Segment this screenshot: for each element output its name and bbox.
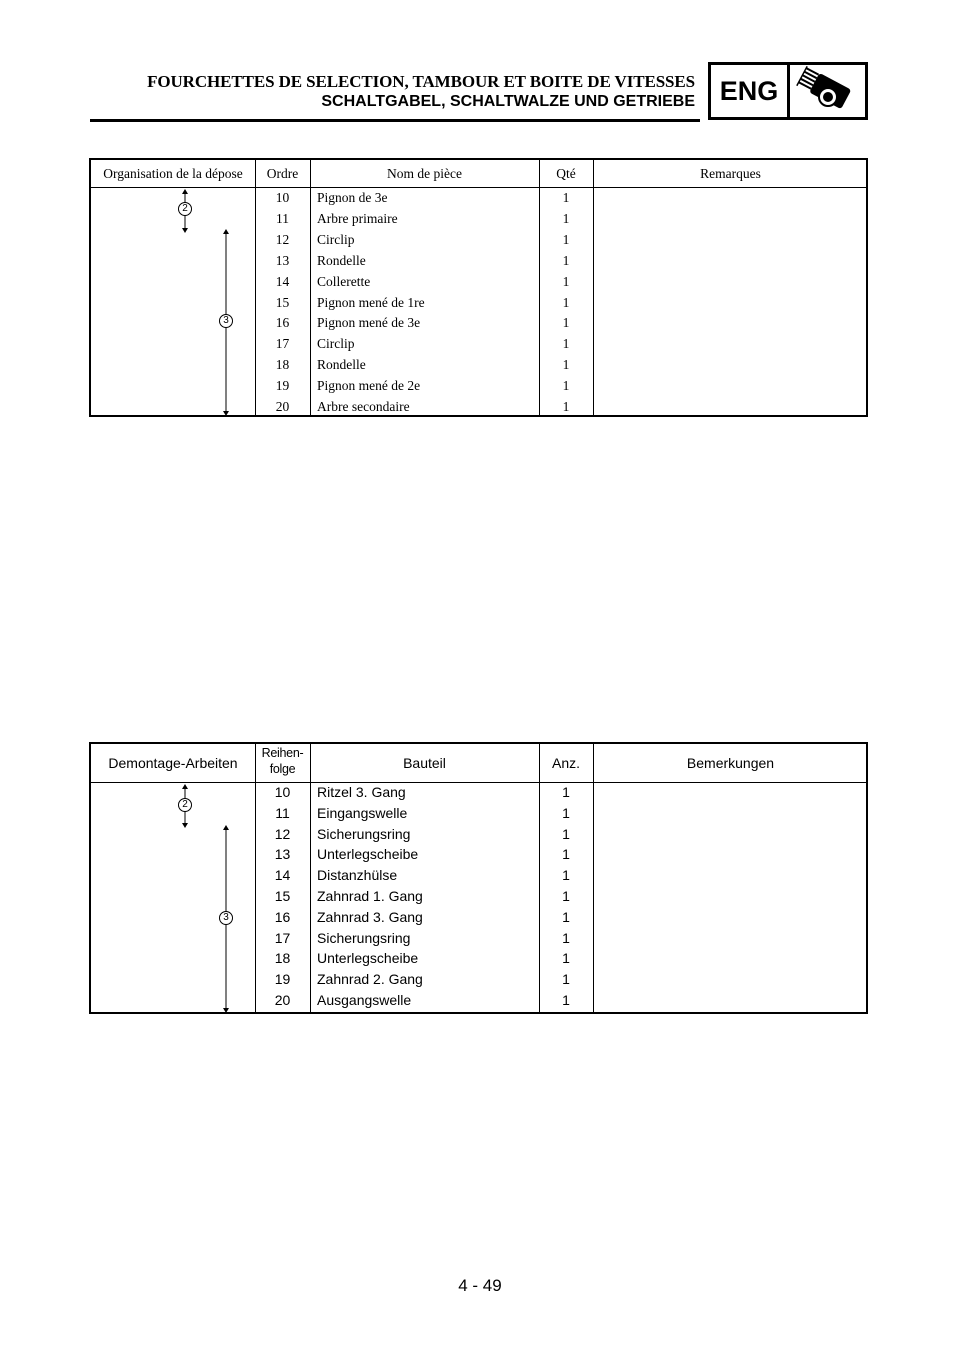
header-title-de: SCHALTGABEL, SCHALTWALZE UND GETRIEBE [321, 93, 695, 110]
row-order: 16 [275, 315, 290, 331]
row-order: 12 [275, 231, 290, 247]
group-marker-2: 2 [178, 202, 192, 216]
col-header-nom: Nom de pièce [387, 166, 462, 181]
col-header-qte: Qté [556, 166, 576, 181]
row-part-name: Arbre secondaire [317, 399, 410, 414]
row-quantity: 1 [562, 273, 570, 289]
row-part-name: Ausgangswelle [317, 992, 412, 1008]
row-quantity: 1 [562, 294, 570, 310]
row-order: 20 [274, 992, 291, 1008]
col-header-remarques: Remarques [700, 166, 761, 181]
row-part-name: Distanzhülse [317, 867, 398, 884]
row-order: 13 [274, 846, 291, 863]
row-part-name: Zahnrad 1. Gang [317, 888, 423, 904]
row-order: 14 [275, 273, 290, 289]
engine-bolt-icon [787, 62, 868, 120]
row-part-name: Sicherungsring [317, 929, 411, 946]
row-part-name: Circlip [317, 231, 355, 247]
row-order: 15 [274, 888, 291, 904]
row-quantity: 1 [562, 992, 570, 1008]
row-part-name: Unterlegscheibe [317, 846, 419, 863]
row-quantity: 1 [562, 784, 570, 800]
group-marker-3: 3 [219, 911, 233, 925]
row-quantity: 1 [562, 336, 570, 352]
row-quantity: 1 [562, 971, 570, 988]
row-part-name: Pignon mené de 1re [317, 294, 425, 310]
row-order: 17 [275, 336, 290, 352]
header-title-fr: FOURCHETTES DE SELECTION, TAMBOUR ET BOITE DE VITESSES [147, 72, 695, 91]
col-header-demontage: Demontage-Arbeiten [108, 755, 238, 771]
removal-table-de [89, 742, 868, 1014]
row-order: 18 [275, 357, 290, 373]
row-order: 19 [274, 971, 291, 988]
row-part-name: Circlip [317, 336, 355, 352]
row-quantity: 1 [562, 399, 570, 414]
row-quantity: 1 [562, 231, 570, 247]
row-order: 11 [275, 804, 290, 821]
row-quantity: 1 [562, 888, 570, 904]
row-part-name: Pignon de 3e [317, 190, 388, 205]
row-part-name: Sicherungsring [317, 825, 411, 842]
col-header-bemerkungen: Bemerkungen [686, 755, 775, 771]
row-order: 10 [274, 784, 291, 800]
removal-table-fr [89, 158, 868, 417]
row-part-name: Unterlegscheibe [317, 950, 419, 967]
row-quantity: 1 [562, 950, 570, 967]
row-order: 13 [275, 252, 290, 268]
row-quantity: 1 [562, 867, 570, 884]
row-order: 20 [275, 399, 290, 414]
row-part-name: Rondelle [317, 252, 366, 268]
row-quantity: 1 [562, 252, 570, 268]
page-number: 4 - 49 [458, 1276, 502, 1295]
row-order: 16 [274, 908, 291, 925]
row-quantity: 1 [562, 190, 570, 205]
col-header-ordre: Ordre [266, 166, 299, 181]
row-order: 12 [274, 825, 291, 842]
row-quantity: 1 [562, 804, 570, 821]
row-quantity: 1 [562, 908, 570, 925]
row-order: 19 [275, 378, 290, 394]
row-order: 10 [275, 190, 290, 205]
col-header-reihenfolge: Reihen- folge [261, 746, 304, 776]
col-header-anz: Anz. [551, 755, 580, 771]
row-part-name: Collerette [317, 273, 371, 289]
row-part-name: Zahnrad 3. Gang [317, 908, 423, 925]
col-header-organisation: Organisation de la dépose [103, 166, 243, 181]
row-order: 17 [274, 929, 291, 946]
row-quantity: 1 [562, 929, 570, 946]
section-badge: ENG [708, 62, 790, 120]
row-part-name: Pignon mené de 2e [317, 378, 421, 394]
row-quantity: 1 [562, 315, 570, 331]
row-quantity: 1 [562, 846, 570, 863]
row-quantity: 1 [562, 210, 570, 226]
row-quantity: 1 [562, 357, 570, 373]
row-quantity: 1 [562, 825, 570, 842]
row-quantity: 1 [562, 378, 570, 394]
row-part-name: Pignon mené de 3e [317, 315, 421, 331]
row-part-name: Rondelle [317, 357, 366, 373]
row-order: 18 [274, 950, 291, 967]
row-order: 14 [274, 867, 291, 884]
row-order: 11 [276, 210, 289, 226]
row-part-name: Arbre primaire [317, 210, 398, 226]
row-part-name: Zahnrad 2. Gang [317, 971, 423, 988]
row-part-name: Eingangswelle [317, 804, 408, 821]
row-order: 15 [275, 294, 290, 310]
group-marker-3: 3 [219, 314, 233, 328]
col-header-bauteil: Bauteil [403, 755, 446, 771]
row-part-name: Ritzel 3. Gang [317, 784, 406, 800]
header-rule [90, 119, 700, 122]
group-marker-2: 2 [178, 798, 192, 812]
